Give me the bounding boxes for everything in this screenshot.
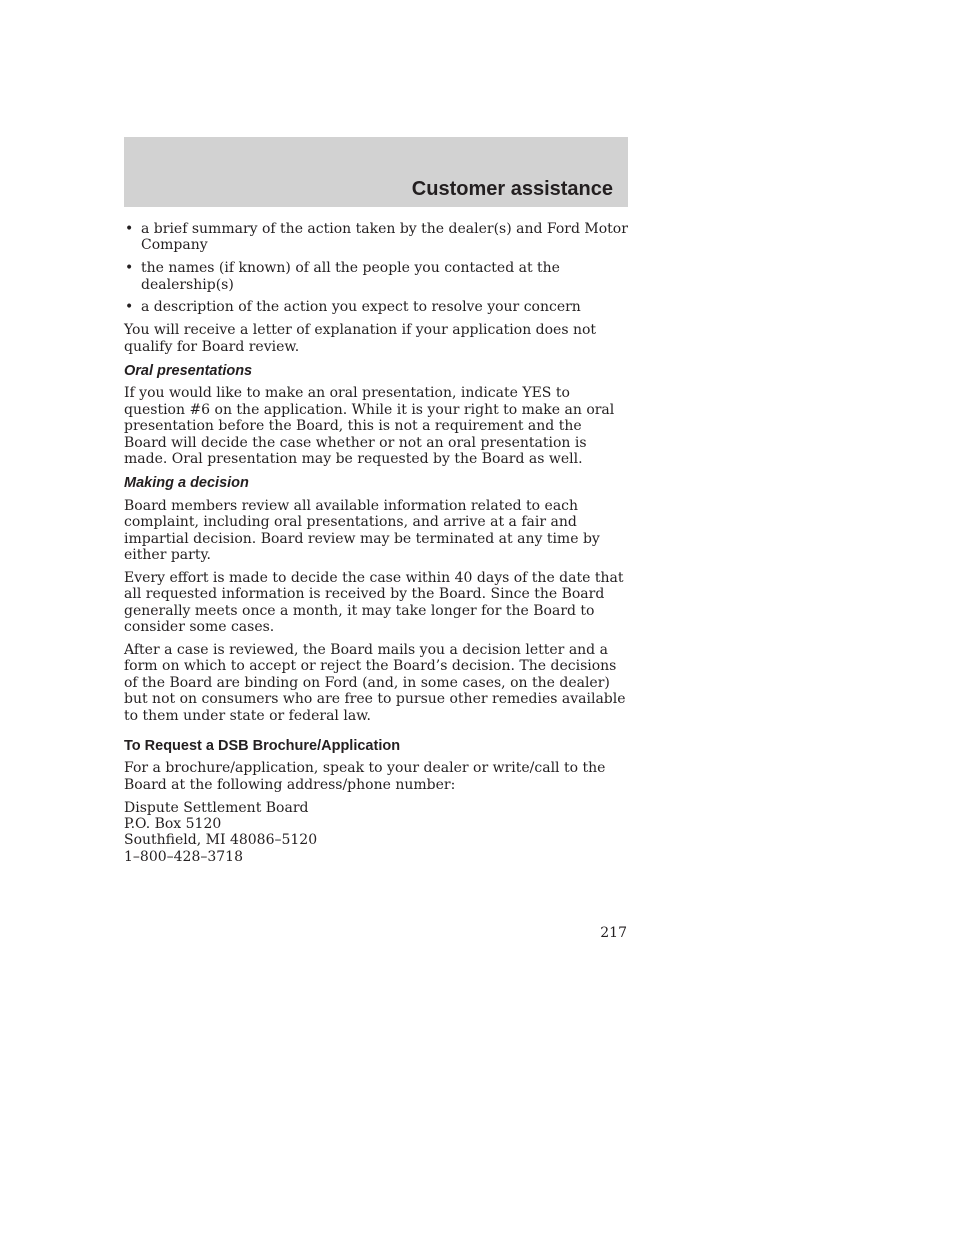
page-number: 217 bbox=[600, 925, 627, 941]
page-content bbox=[124, 221, 628, 865]
request-brochure-paragraph: For a brochure/application, speak to your dealer or write/call to the Board at the following address/phone number: bbox=[124, 760, 606, 793]
request-brochure-heading: To Request a DSB Brochure/Application bbox=[124, 737, 401, 754]
making-decision-paragraph: Every effort is made to decide the case within 40 days of the date that all requested information is received by the Board. Since the Board generally meets once a month, it may take longer for the Board to consider some cases. bbox=[124, 569, 624, 636]
oral-presentations-paragraph: If you would like to make an oral presentation, indicate YES to question #6 on the application. While it is your right to make an oral presentation before the Board, this is not a requirement and the Board will decide the case whether or not an oral presentation is made. Oral presentation may be requested by the Board as well. bbox=[124, 385, 615, 468]
address-line: Dispute Settlement Board bbox=[124, 799, 309, 816]
making-decision-paragraph: Board members review all available information related to each complaint, including oral presentations, and arrive at a fair and impartial decision. Board review may be terminated at any time by either party. bbox=[124, 497, 600, 564]
phone-number: 1–800–428–3718 bbox=[124, 848, 243, 865]
making-decision-paragraph: After a case is reviewed, the Board mails you a decision letter and a form on which to accept or reject the Board’s decision. The decisions of the Board are binding on Ford (and, in some cases, on the dealer) but not on consumers who are free to pursue other remedies available to them under state or federal law. bbox=[124, 641, 626, 724]
oral-presentations-heading: Oral presentations bbox=[124, 363, 253, 380]
intro-paragraph: You will receive a letter of explanation if your application does not qualify for Board review. bbox=[124, 322, 597, 355]
making-decision-heading: Making a decision bbox=[124, 475, 249, 492]
section-header-band bbox=[124, 137, 628, 207]
list-item bbox=[124, 299, 628, 315]
list-item-text: a description of the action you expect to resolve your concern bbox=[141, 299, 581, 316]
list-item bbox=[124, 221, 628, 254]
list-item bbox=[124, 260, 628, 293]
bullet-icon: • bbox=[125, 221, 134, 237]
list-item-text: a brief summary of the action taken by the dealer(s) and Ford Motor Company bbox=[141, 221, 628, 254]
section-title: Customer assistance bbox=[411, 178, 613, 200]
bullet-icon: • bbox=[125, 260, 134, 277]
address-line: P.O. Box 5120 bbox=[124, 815, 222, 832]
mailing-address bbox=[124, 800, 628, 866]
bullet-list bbox=[124, 221, 628, 316]
list-item-text: the names (if known) of all the people you contacted at the dealership(s) bbox=[141, 260, 560, 293]
address-line: Southfield, MI 48086–5120 bbox=[124, 832, 318, 849]
bullet-icon: • bbox=[125, 299, 134, 316]
